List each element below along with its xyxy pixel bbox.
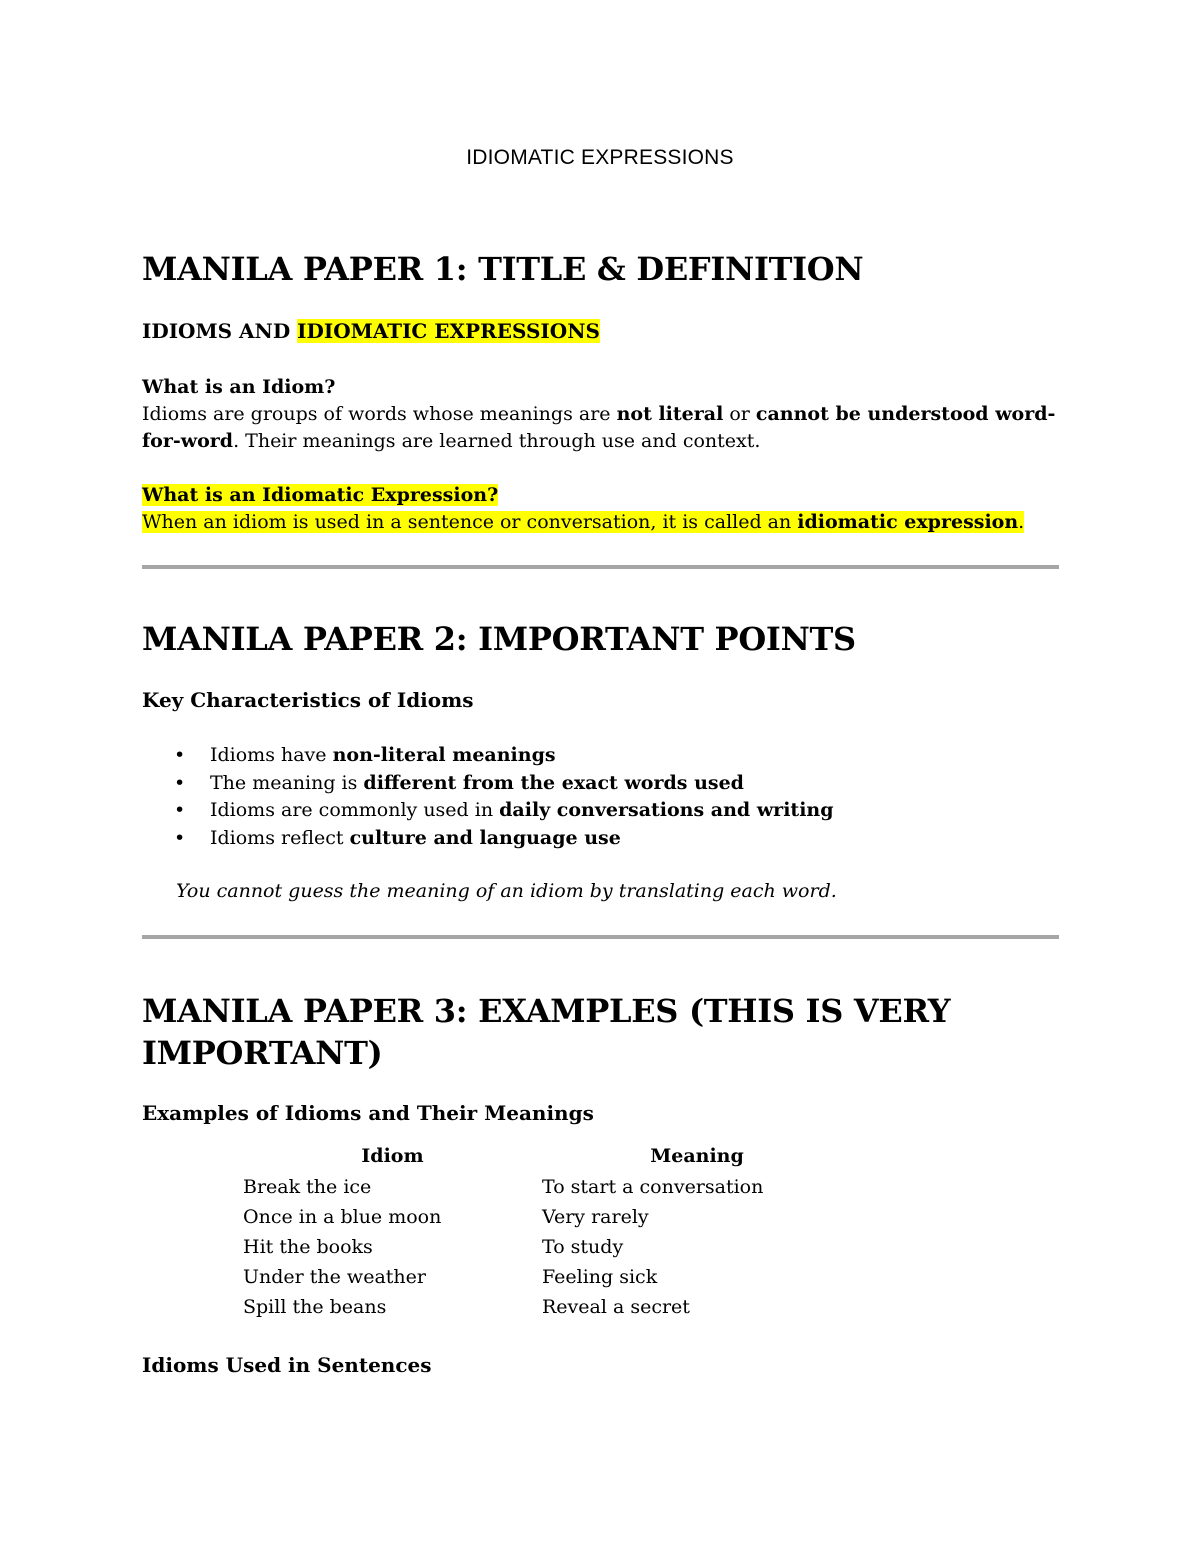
idiom-cell: Under the weather xyxy=(243,1266,426,1288)
idiomatic-expression-definition xyxy=(142,511,1024,533)
table-row xyxy=(243,1266,852,1296)
idiomatic-expression-block xyxy=(142,482,1059,536)
horizontal-rule xyxy=(142,935,1059,939)
subheading-part: IDIOMS AND xyxy=(142,319,298,343)
section-1-heading: MANILA PAPER 1: TITLE & DEFINITION xyxy=(142,250,864,288)
column-header-meaning: Meaning xyxy=(650,1145,744,1167)
list-item-bold: daily conversations and writing xyxy=(499,799,834,821)
highlighted-subheading: IDIOMATIC EXPRESSIONS xyxy=(297,319,600,343)
column-header-idiom: Idiom xyxy=(361,1145,424,1167)
definition-text: When an idiom is used in a sentence or conversation, it is called an xyxy=(142,511,798,533)
idiom-cell: Spill the beans xyxy=(243,1296,387,1318)
section-3 xyxy=(142,990,1059,1379)
section-1 xyxy=(142,248,1059,536)
section-1-subheading xyxy=(142,317,1059,345)
table-row xyxy=(243,1296,852,1326)
horizontal-rule xyxy=(142,565,1059,569)
definition-bold: not literal xyxy=(616,403,724,425)
question-idiomatic-expression: What is an Idiomatic Expression? xyxy=(142,484,499,506)
definition-text: Idioms are groups of words whose meanings are xyxy=(142,403,617,425)
section-2-subheading: Key Characteristics of Idioms xyxy=(142,688,474,712)
list-item-bold: different from the exact words used xyxy=(363,771,744,794)
idiom-cell: Hit the books xyxy=(243,1236,373,1258)
bullet-icon: • xyxy=(174,771,186,794)
italic-note: You cannot guess the meaning of an idiom by translating each word. xyxy=(176,880,837,902)
sentences-subheading: Idioms Used in Sentences xyxy=(142,1353,432,1377)
section-2-heading: MANILA PAPER 2: IMPORTANT POINTS xyxy=(142,620,856,658)
section-2 xyxy=(142,618,1059,905)
table-header-row xyxy=(243,1145,852,1176)
definition-bold: cannot be understood word-for-word xyxy=(142,403,1056,452)
table-row xyxy=(243,1176,852,1206)
question-idiom: What is an Idiom? xyxy=(142,376,336,398)
definition-text: . Their meanings are learned through use and context. xyxy=(233,430,761,452)
definition-text: . xyxy=(1018,511,1025,533)
bullet-icon: • xyxy=(174,826,186,849)
table-row xyxy=(243,1206,852,1236)
meaning-cell: Very rarely xyxy=(542,1206,649,1228)
list-item-text: Idioms have xyxy=(210,744,333,766)
list-item-text: Idioms are commonly used in xyxy=(210,799,500,821)
characteristics-list xyxy=(142,742,1059,852)
meaning-cell: To study xyxy=(542,1236,624,1258)
definition-bold: idiomatic expression xyxy=(797,511,1019,533)
idioms-table xyxy=(243,1145,852,1326)
list-item xyxy=(142,797,1059,825)
idiom-cell: Break the ice xyxy=(243,1176,372,1198)
definition-text: or xyxy=(723,403,756,425)
list-item-bold: culture and language use xyxy=(349,826,621,849)
meaning-cell: To start a conversation xyxy=(542,1176,764,1198)
idiom-cell: Once in a blue moon xyxy=(243,1206,442,1228)
list-item xyxy=(142,742,1059,770)
bullet-icon: • xyxy=(174,744,186,766)
idiom-definition xyxy=(142,401,1059,455)
list-item xyxy=(142,770,1059,798)
document-title: IDIOMATIC EXPRESSIONS xyxy=(466,146,734,169)
list-item xyxy=(142,825,1059,853)
section-3-heading: MANILA PAPER 3: EXAMPLES (THIS IS VERY IMPORTANT) xyxy=(142,992,951,1072)
list-item-bold: non-literal meanings xyxy=(332,744,556,766)
table-row xyxy=(243,1236,852,1266)
list-item-text: Idioms reflect xyxy=(210,826,350,849)
section-3-subheading: Examples of Idioms and Their Meanings xyxy=(142,1101,594,1125)
bullet-icon: • xyxy=(174,799,186,821)
meaning-cell: Feeling sick xyxy=(542,1266,658,1288)
meaning-cell: Reveal a secret xyxy=(542,1296,690,1318)
list-item-text: The meaning is xyxy=(210,771,364,794)
